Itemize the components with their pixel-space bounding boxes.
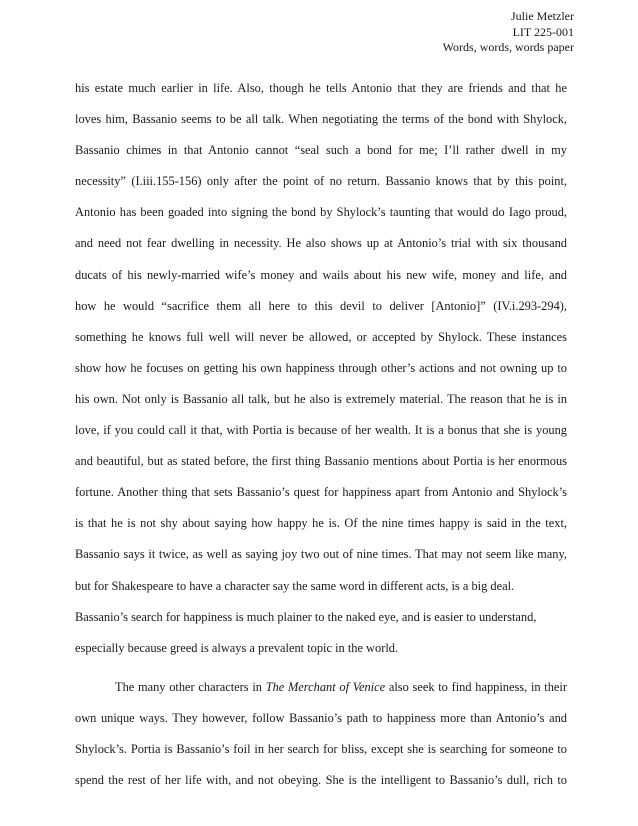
play-title: The Merchant of Venice xyxy=(265,679,386,694)
paragraph-1 xyxy=(75,73,567,664)
text-line: Shylock’s. Portia is Bassanio’s foil in her search for bliss, except she is searching for someone to xyxy=(75,741,567,756)
text-line xyxy=(75,672,567,703)
text-line: and need not fear dwelling in necessity. He also shows up at Antonio’s trial with six thousand xyxy=(75,236,567,251)
text-line: spend the rest of her life with, and not obeying. She is the intelligent to Bassanio’s dull, rich to xyxy=(75,773,567,788)
text-run: The many other characters in xyxy=(115,679,266,694)
text-line: fortune. Another thing that sets Bassanio’s quest for happiness apart from Antonio and Shylock’s xyxy=(75,485,567,500)
paper-title: Words, words, words paper xyxy=(442,40,574,54)
text-line: loves him, Bassanio seems to be all talk. When negotiating the terms of the bond with Shylock, xyxy=(75,112,567,127)
text-line: but for Shakespeare to have a character say the same word in different acts, is a big deal. xyxy=(75,578,515,593)
text-line: is that he is not shy about saying how happy he is. Of the nine times happy is said in the text, xyxy=(75,516,567,531)
text-line: necessity” (I.iii.155-156) only after the point of no return. Bassanio knows that by this point, xyxy=(75,174,567,189)
text-line: Bassanio’s search for happiness is much plainer to the naked eye, and is easier to understand, xyxy=(75,609,537,624)
text-line: own unique ways. They however, follow Bassanio’s path to happiness more than Antonio’s and xyxy=(75,710,567,725)
text-run: also seek to find happiness, in their xyxy=(385,679,567,694)
text-line: ducats of his newly-married wife’s money and wails about his new wife, money and life, and xyxy=(75,267,567,282)
text-line: his estate much earlier in life. Also, though he tells Antonio that they are friends and that he xyxy=(75,81,567,95)
text-line: something he knows full well will never be allowed, or accepted by Shylock. These instances xyxy=(75,329,567,344)
text-line: and beautiful, but as stated before, the first thing Bassanio mentions about Portia is her enormous xyxy=(75,454,567,469)
paragraph-2 xyxy=(75,672,567,796)
course-code: LIT 225-001 xyxy=(512,24,574,39)
body-text xyxy=(75,73,567,796)
header-block xyxy=(443,9,574,56)
text-line: his own. Not only is Bassanio all talk, but he also is extremely material. The reason that he is in xyxy=(75,391,567,406)
paragraph-gap xyxy=(75,664,567,672)
text-line: Bassanio chimes in that Antonio cannot “seal such a bond for me; I’ll rather dwell in my xyxy=(75,143,567,158)
text-line: love, if you could call it that, with Portia is because of her wealth. It is a bonus that she is young xyxy=(75,423,567,438)
text-line: Antonio has been goaded into signing the bond by Shylock’s taunting that would do Iago proud, xyxy=(75,205,567,220)
author-name: Julie Metzler xyxy=(511,9,574,23)
text-line: especially because greed is always a prevalent topic in the world. xyxy=(75,640,399,655)
text-line: Bassanio says it twice, as well as saying joy two out of nine times. That may not seem like many, xyxy=(75,547,567,562)
text-line: how he would “sacrifice them all here to this devil to deliver [Antonio]” (IV.i.293-294), xyxy=(75,298,567,313)
text-line: show how he focuses on getting his own happiness through other’s actions and not owning up to xyxy=(75,360,567,375)
